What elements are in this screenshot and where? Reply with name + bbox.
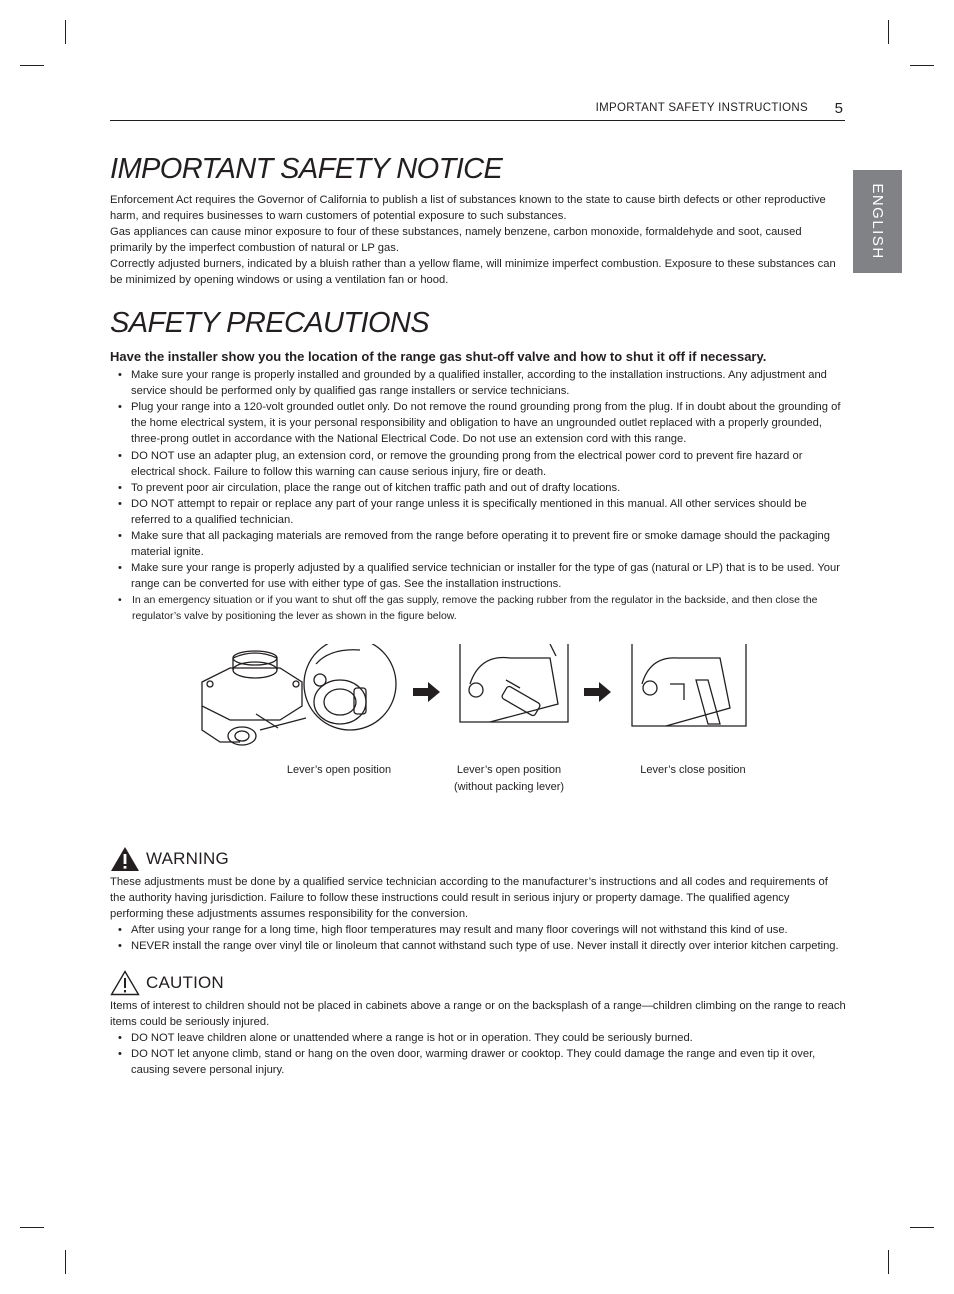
list-item-emphasis: DO NOT xyxy=(131,449,175,462)
precautions-heading: SAFETY PRECAUTIONS xyxy=(110,307,430,340)
warning-paragraph: These adjustments must be done by a qualified service technician according to the manufacturer’s instructions and all codes and requirements of the authority having jurisdiction. Failure to follow these instructions could result in serious injury or property damage. The qualified agency performing these adjustments assumes responsibility for the conversion. xyxy=(110,876,828,921)
caution-label: CAUTION xyxy=(146,973,224,993)
notice-paragraph: Enforcement Act requires the Governor of California to publish a list of substances known to the state to cause birth defects or other reproductive harm, and requires businesses to warn customers of potential exposure to such substances. xyxy=(110,194,826,223)
list-item-text: After using your range for a long time, high floor temperatures may result and many floor coverings will not withstand this kind of use. xyxy=(131,924,788,937)
list-item xyxy=(110,528,846,560)
list-item xyxy=(110,1046,846,1078)
list-item xyxy=(110,592,846,624)
notice-paragraph: Correctly adjusted burners, indicated by a bluish rather than a yellow flame, will minimize imperfect combustion. Exposure to these substances can be minimized by opening windows or using a ventilation fan or hood. xyxy=(110,258,836,287)
crop-mark xyxy=(20,65,44,66)
list-item-text: attempt to repair or replace any part of your range unless it is specifically mentioned in this manual. All other services should be referred to a qualified technician. xyxy=(131,497,807,526)
notice-paragraph: Gas appliances can cause minor exposure to four of these substances, namely benzene, carbon monoxide, formaldehyde and soot, caused primarily by the imperfect combustion of natural or LP gas. xyxy=(110,226,802,255)
list-item-text: Make sure your range is properly installed and grounded by a qualified installer, according to the installation instructions. Any adjustment and service should be performed only by qualified gas range installers or service technicians. xyxy=(131,369,827,398)
notice-heading: IMPORTANT SAFETY NOTICE xyxy=(110,153,503,185)
list-item-text: In an emergency situation or if you want to shut off the gas supply, remove the packing rubber from the regulator in the backside, and then close the regulator’s valve by positioning the lever as shown in the figure below. xyxy=(132,593,818,622)
caution-paragraph: Items of interest to children should not be placed in cabinets above a range or on the backsplash of a range—children climbing on the range to reach items could be seriously injured. xyxy=(110,1000,846,1029)
running-title: IMPORTANT SAFETY INSTRUCTIONS xyxy=(595,102,808,114)
magnified-lever-drawing xyxy=(304,644,396,730)
crop-mark xyxy=(65,20,66,44)
list-item-text: Make sure your range is properly adjusted by a qualified service technician or installer for the type of gas (natural or LP) that is to be used. Your range can be converted for use with either type of gas. See the installation instructions. xyxy=(131,561,840,590)
crop-mark xyxy=(910,1227,934,1228)
figure-caption-line: Lever’s open position xyxy=(456,764,562,777)
list-item-text: Make sure that all packaging materials are removed from the range before operating it to prevent fire or smoke damage should the packaging material ignite. xyxy=(131,529,830,558)
list-item xyxy=(110,480,846,496)
crop-mark xyxy=(65,1250,66,1274)
crop-mark xyxy=(20,1227,44,1228)
figure-caption-open: Lever’s open position xyxy=(286,764,392,777)
page-number: 5 xyxy=(834,100,843,117)
list-item-emphasis: DO NOT xyxy=(131,1048,175,1061)
crop-mark xyxy=(910,65,934,66)
list-item-text: Plug your range into a 120-volt grounded outlet only. Do not remove the round grounding prong from the plug. If in doubt about the grounding of the home electrical system, it is your personal responsibility and obligation to have an ungrounded outlet replaced with a properly grounded, three-prong outlet in accordance with the National Electrical Code. Do not use an extension cord with this range. xyxy=(131,401,841,446)
list-item-emphasis: DO NOT xyxy=(131,1032,175,1045)
list-item xyxy=(110,1030,846,1046)
language-tab xyxy=(853,170,902,273)
right-arrow-icon xyxy=(584,682,611,702)
right-arrow-icon xyxy=(413,682,440,702)
list-item-text: use an adapter plug, an extension cord, or remove the grounding prong from the electrical power cord to prevent fire hazard or electrical shock. Failure to follow this warning can cause serious injury, fire or death. xyxy=(131,449,803,478)
list-item xyxy=(110,560,846,592)
list-item xyxy=(110,399,846,447)
list-item xyxy=(110,922,846,938)
page-content xyxy=(110,150,846,1079)
regulator-figure xyxy=(110,644,846,820)
warning-heading xyxy=(110,846,846,872)
list-item-emphasis: DO NOT xyxy=(131,497,175,510)
list-item xyxy=(110,938,846,954)
caution-list xyxy=(110,1030,846,1078)
figure-caption-close: Lever’s close position xyxy=(640,764,746,777)
list-item-text: install the range over vinyl tile or linoleum that cannot withstand such type of use. Never install it directly over interior kitchen carpeting. xyxy=(169,940,839,953)
warning-label: WARNING xyxy=(146,849,229,869)
regulator-body-drawing xyxy=(202,651,306,745)
running-header xyxy=(110,100,845,121)
figure-caption-open-no-packing xyxy=(434,762,584,796)
list-item-text: To prevent poor air circulation, place the range out of kitchen traffic path and out of drafty locations. xyxy=(131,481,621,494)
list-item xyxy=(110,448,846,480)
crop-mark xyxy=(888,1250,889,1274)
list-item-text: leave children alone or unattended where a range is hot or in operation. They could be seriously burned. xyxy=(174,1032,693,1045)
regulator-illustration xyxy=(110,644,846,774)
caution-triangle-icon xyxy=(110,970,140,996)
language-tab-label: ENGLISH xyxy=(869,183,886,260)
list-item-text: let anyone climb, stand or hang on the oven door, warming drawer or cooktop. They could damage the range and even tip it over, causing severe personal injury. xyxy=(131,1048,816,1077)
close-position-drawing xyxy=(632,644,746,726)
figure-caption-line: (without packing lever) xyxy=(453,781,565,794)
open-position-drawing xyxy=(460,644,568,722)
list-item xyxy=(110,367,846,399)
warning-triangle-icon xyxy=(110,846,140,872)
caution-heading xyxy=(110,970,846,996)
list-item-emphasis: NEVER xyxy=(131,940,170,953)
precautions-lead: Have the installer show you the location of the range gas shut-off valve and how to shut it off if necessary. xyxy=(110,349,767,365)
crop-mark xyxy=(888,20,889,44)
list-item xyxy=(110,496,846,528)
warning-list xyxy=(110,922,846,954)
precautions-list xyxy=(110,367,846,624)
